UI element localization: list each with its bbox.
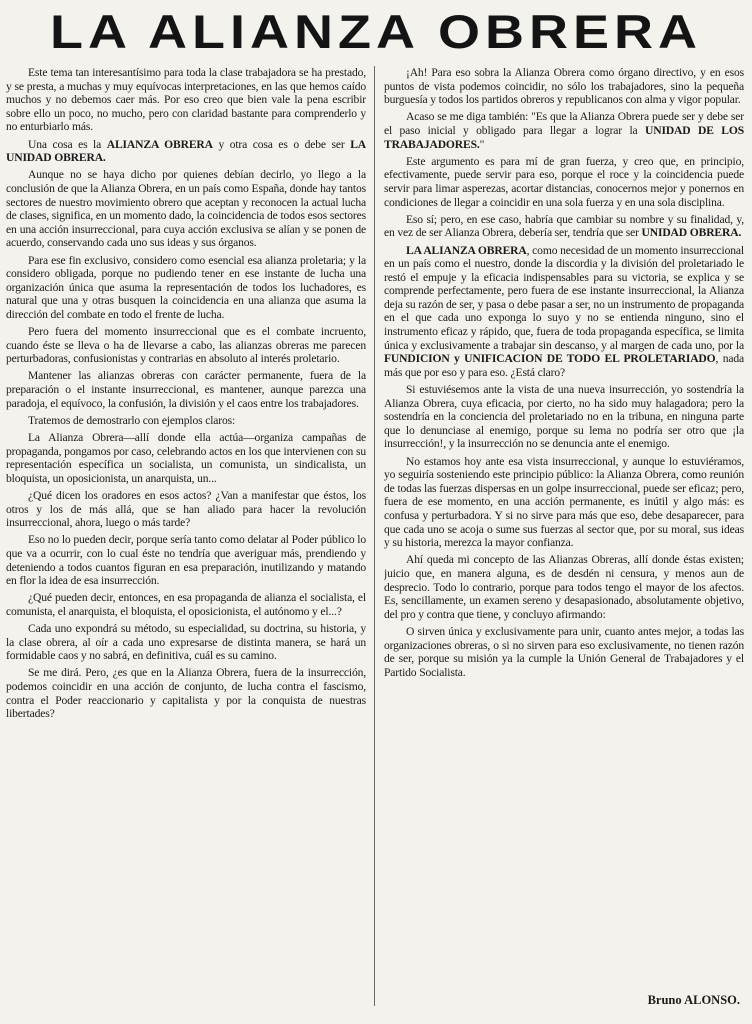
text-run: Cada uno expondrá su método, su especialidad, su doctrina, su historia, y la clase obrera, al oír a cada uno expresarse de distinta manera, se hará un formidable caos y no sabrá, en definitiva, cuál es su camino. — [6, 622, 366, 663]
paragraph — [6, 666, 366, 720]
bold-phrase: ALIANZA OBRERA — [106, 137, 213, 151]
bold-phrase: UNIDAD DE LOS TRABAJADORES. — [384, 123, 744, 151]
text-run: Este tema tan interesantísimo para toda la clase trabajadora se ha prestado, y se presta, a muchas y muy equívocas interpretaciones, en las que hemos caído muchos y no debemos caer más. Por eso creo que bien vale la pena escribir sobre ello un poco, no mucho, pero con claridad bastante para comprenderlo y no enturbiarlo más. — [6, 66, 366, 134]
paragraph — [384, 244, 744, 380]
bold-phrase: LA UNIDAD OBRERA. — [6, 137, 366, 165]
text-run: Pero fuera del momento insurreccional que es el combate incruento, cuando éste se lleva o ha de llevarse a cabo, las alianzas obreras me parecen perturbadoras, confusionistas y contrarias en absoluto al interés proletario. — [6, 325, 366, 366]
text-run: La Alianza Obrera—allí donde ella actúa—organiza campañas de propaganda, pongamos por caso, celebrando actos en los que intervienen con su representación específica un socialista, un comunista, un sindicalista, un bloquista, un oposicionista, un anarquista, un... — [6, 431, 366, 485]
article-column-right — [384, 66, 744, 1006]
text-run: Este argumento es para mí de gran fuerza, y creo que, en principio, efectivamente, puede servir para eso, porque el roce y la coincidencia puede servir para limar asperezas, acortar distancias, conocernos mejor y ponernos en condiciones de llegar a coincidir en una sola fuerza y en una sola disciplina. — [384, 154, 744, 209]
article-column-left — [6, 66, 366, 1006]
text-run: " — [479, 137, 485, 151]
paragraph — [384, 625, 744, 679]
paragraph — [6, 533, 366, 587]
text-run: Aunque no se haya dicho por quienes debían decirlo, yo llego a la conclusión de que la Alianza Obrera, en un país como España, donde hay tantos sectores de nuestro movimiento obrero que aceptan y reconocen la actual lucha de clases, significa, en un momento dado, la coincidencia de todos esos sectores en una acción insurreccional, para cuya acción exclusiva se alían y se ponen de acuerdo, conservando cada uno sus ideas y sus órganos. — [6, 168, 366, 250]
paragraph — [384, 553, 744, 621]
text-run: Una cosa es la — [28, 137, 107, 151]
paragraph — [6, 414, 366, 428]
column-divider — [374, 66, 375, 1006]
paragraph — [384, 110, 744, 151]
bold-phrase: LA ALIANZA OBRERA — [406, 243, 527, 257]
paragraph — [6, 431, 366, 485]
paragraph — [6, 591, 366, 618]
paragraph — [6, 325, 366, 366]
text-run: , como necesidad de un momento insurreccional en un país como el nuestro, donde la discordia y la división del proletariado le restó el empuje y la eficacia indispensables para su victoria, se explica y se comprende perfectamente, pero fuera de ese instante insurreccional, la Alianza deja su razón de ser, y pasa o debe pasar a ser, no un instrumento de propaganda en el que cada uno exponga lo suyo y no se entienda ninguno, sino el instrumento eficaz y rápido, que, fuera de toda propaganda específica, se limita única y exclusivamente a trabajar sin descanso, y al margen de cada uno, por la — [384, 243, 744, 352]
text-run: Eso no lo pueden decir, porque sería tanto como delatar al Poder público lo que va a ocurrir, con lo cual éste no tendría que averiguar más, prendiendo y deteniendo a todos cuantos figuran en esa preparación, inutilizando y matando en flor la idea de esa insurrección. — [6, 533, 366, 588]
paragraph — [6, 138, 366, 165]
text-run: Acaso se me diga también: "Es que la Alianza Obrera puede ser y debe ser el paso inicial y obligado para llegar a lograr la — [384, 110, 744, 137]
author-first-name: Bruno — [647, 993, 682, 1007]
paragraph — [6, 66, 366, 134]
text-run: ¿Qué dicen los oradores en esos actos? ¿Van a manifestar que éstos, los otros y los de más allá, que se han aliado para hacer la revolución insurreccional, ahora, luego o más tarde? — [6, 488, 366, 530]
text-run: Mantener las alianzas obreras con carácter permanente, fuera de la preparación o el instante insurreccional, es mantener, aunque parezca una paradoja, el equívoco, la confusión, la división y el caos entre los trabajadores. — [6, 369, 366, 410]
text-run: Tratemos de demostrarlo con ejemplos claros: — [28, 413, 236, 427]
paragraph — [384, 66, 744, 107]
text-run: y otra cosa es o debe ser — [212, 137, 351, 151]
text-run: Para ese fin exclusivo, considero como esencial esa alianza proletaria; y la considero obligada, porque no pudiendo tener en ese instante de lucha una organización única que asuma la representación de todos los luchadores, es natural que una y otras busquen la coincidencia en una alianza que asuma la dirección del combate en todo el frente de lucha. — [6, 253, 366, 321]
text-run: No estamos hoy ante esa vista insurreccional, y aunque lo estuviéramos, yo seguiría sosteniendo este principio público: la Alianza Obrera, como reunión de todas las fuerzas dispersas en un golpe insurreccional, puede ser eficaz; pero, fuera de ese momento, en una acción permanente, es inútil y algo más: es confusa y perturbadora. Y si no sirve para más que eso, debe desaparecer, para que cada uno se acoja o sume sus fuerzas al sector que, por su moral, sus ideas y su historia, merezca la mayor confianza. — [384, 454, 744, 550]
paragraph — [6, 622, 366, 663]
paragraph — [384, 213, 744, 240]
bold-phrase: FUNDICION y UNIFICACION DE TODO EL PROLETARIADO — [384, 352, 716, 366]
text-run: Ahí queda mi concepto de las Alianzas Obreras, allí donde éstas existen; juicio que, en manera alguna, es de desdén ni censura, y menos aun de desprecio. Todo lo contrario, porque para todos tengo el mayor de los afectos. Es, sencillamente, un examen sereno y desapasionado, absolutamente objetivo, del pro y contra que tiene, y concluyo afirmando: — [384, 553, 744, 621]
paragraph — [384, 383, 744, 451]
paragraph — [6, 254, 366, 322]
author-last-name: ALONSO. — [684, 993, 740, 1007]
paragraph — [6, 489, 366, 530]
headline: LA ALIANZA OBRERA — [50, 5, 702, 59]
text-run: O sirven única y exclusivamente para unir, cuanto antes mejor, a todas las organizaciones obreras, o si no sirven para eso exclusivamente, no tienen razón de ser, porque su misión ya la cumple la Unión General de Trabajadores y el Partido Socialista. — [384, 624, 744, 679]
paragraph — [384, 155, 744, 209]
text-run: Si estuviésemos ante la vista de una nueva insurrección, yo sostendría la Alianza Obrera, cuya eficacia, por cierto, no ha sido muy halagadora; pero la sostendría en la conciencia del proletariado no en la tribuna, en ninguna parte que lo denunciase al enemigo, porque su lema no podría ser otro que ¡la insurrección!, y la insurrección no se denuncia ante el enemigo. — [384, 383, 744, 451]
paragraph — [384, 455, 744, 550]
text-run: , nada más que por eso y para eso. ¿Está claro? — [384, 352, 744, 379]
text-run: ¿Qué pueden decir, entonces, en esa propaganda de alianza el socialista, el comunista, el anarquista, el bloquista, el oposicionista, el autónomo y el...? — [6, 591, 366, 618]
bold-phrase: UNIDAD OBRERA. — [641, 226, 742, 240]
paragraph — [6, 168, 366, 250]
text-run: ¡Ah! Para eso sobra la Alianza Obrera como órgano directivo, y en esos puntos de vista podemos coincidir, no sólo los trabajadores, sino la pequeña burguesía y todos los partidos obreros y republicanos con alma y vigor popular. — [384, 66, 744, 107]
text-run: Se me dirá. Pero, ¿es que en la Alianza Obrera, fuera de la insurrección, podemos coincidir en una acción de conjunto, de lucha contra el fascismo, contra el Poder reaccionario y capitalista y por la conquista de nuestras libertades? — [6, 666, 366, 721]
text-run: Eso sí; pero, en ese caso, habría que cambiar su nombre y su finalidad, y, en vez de ser Alianza Obrera, debería ser, tendría que ser — [384, 212, 744, 240]
author-signature — [600, 993, 740, 1008]
paragraph — [6, 369, 366, 410]
